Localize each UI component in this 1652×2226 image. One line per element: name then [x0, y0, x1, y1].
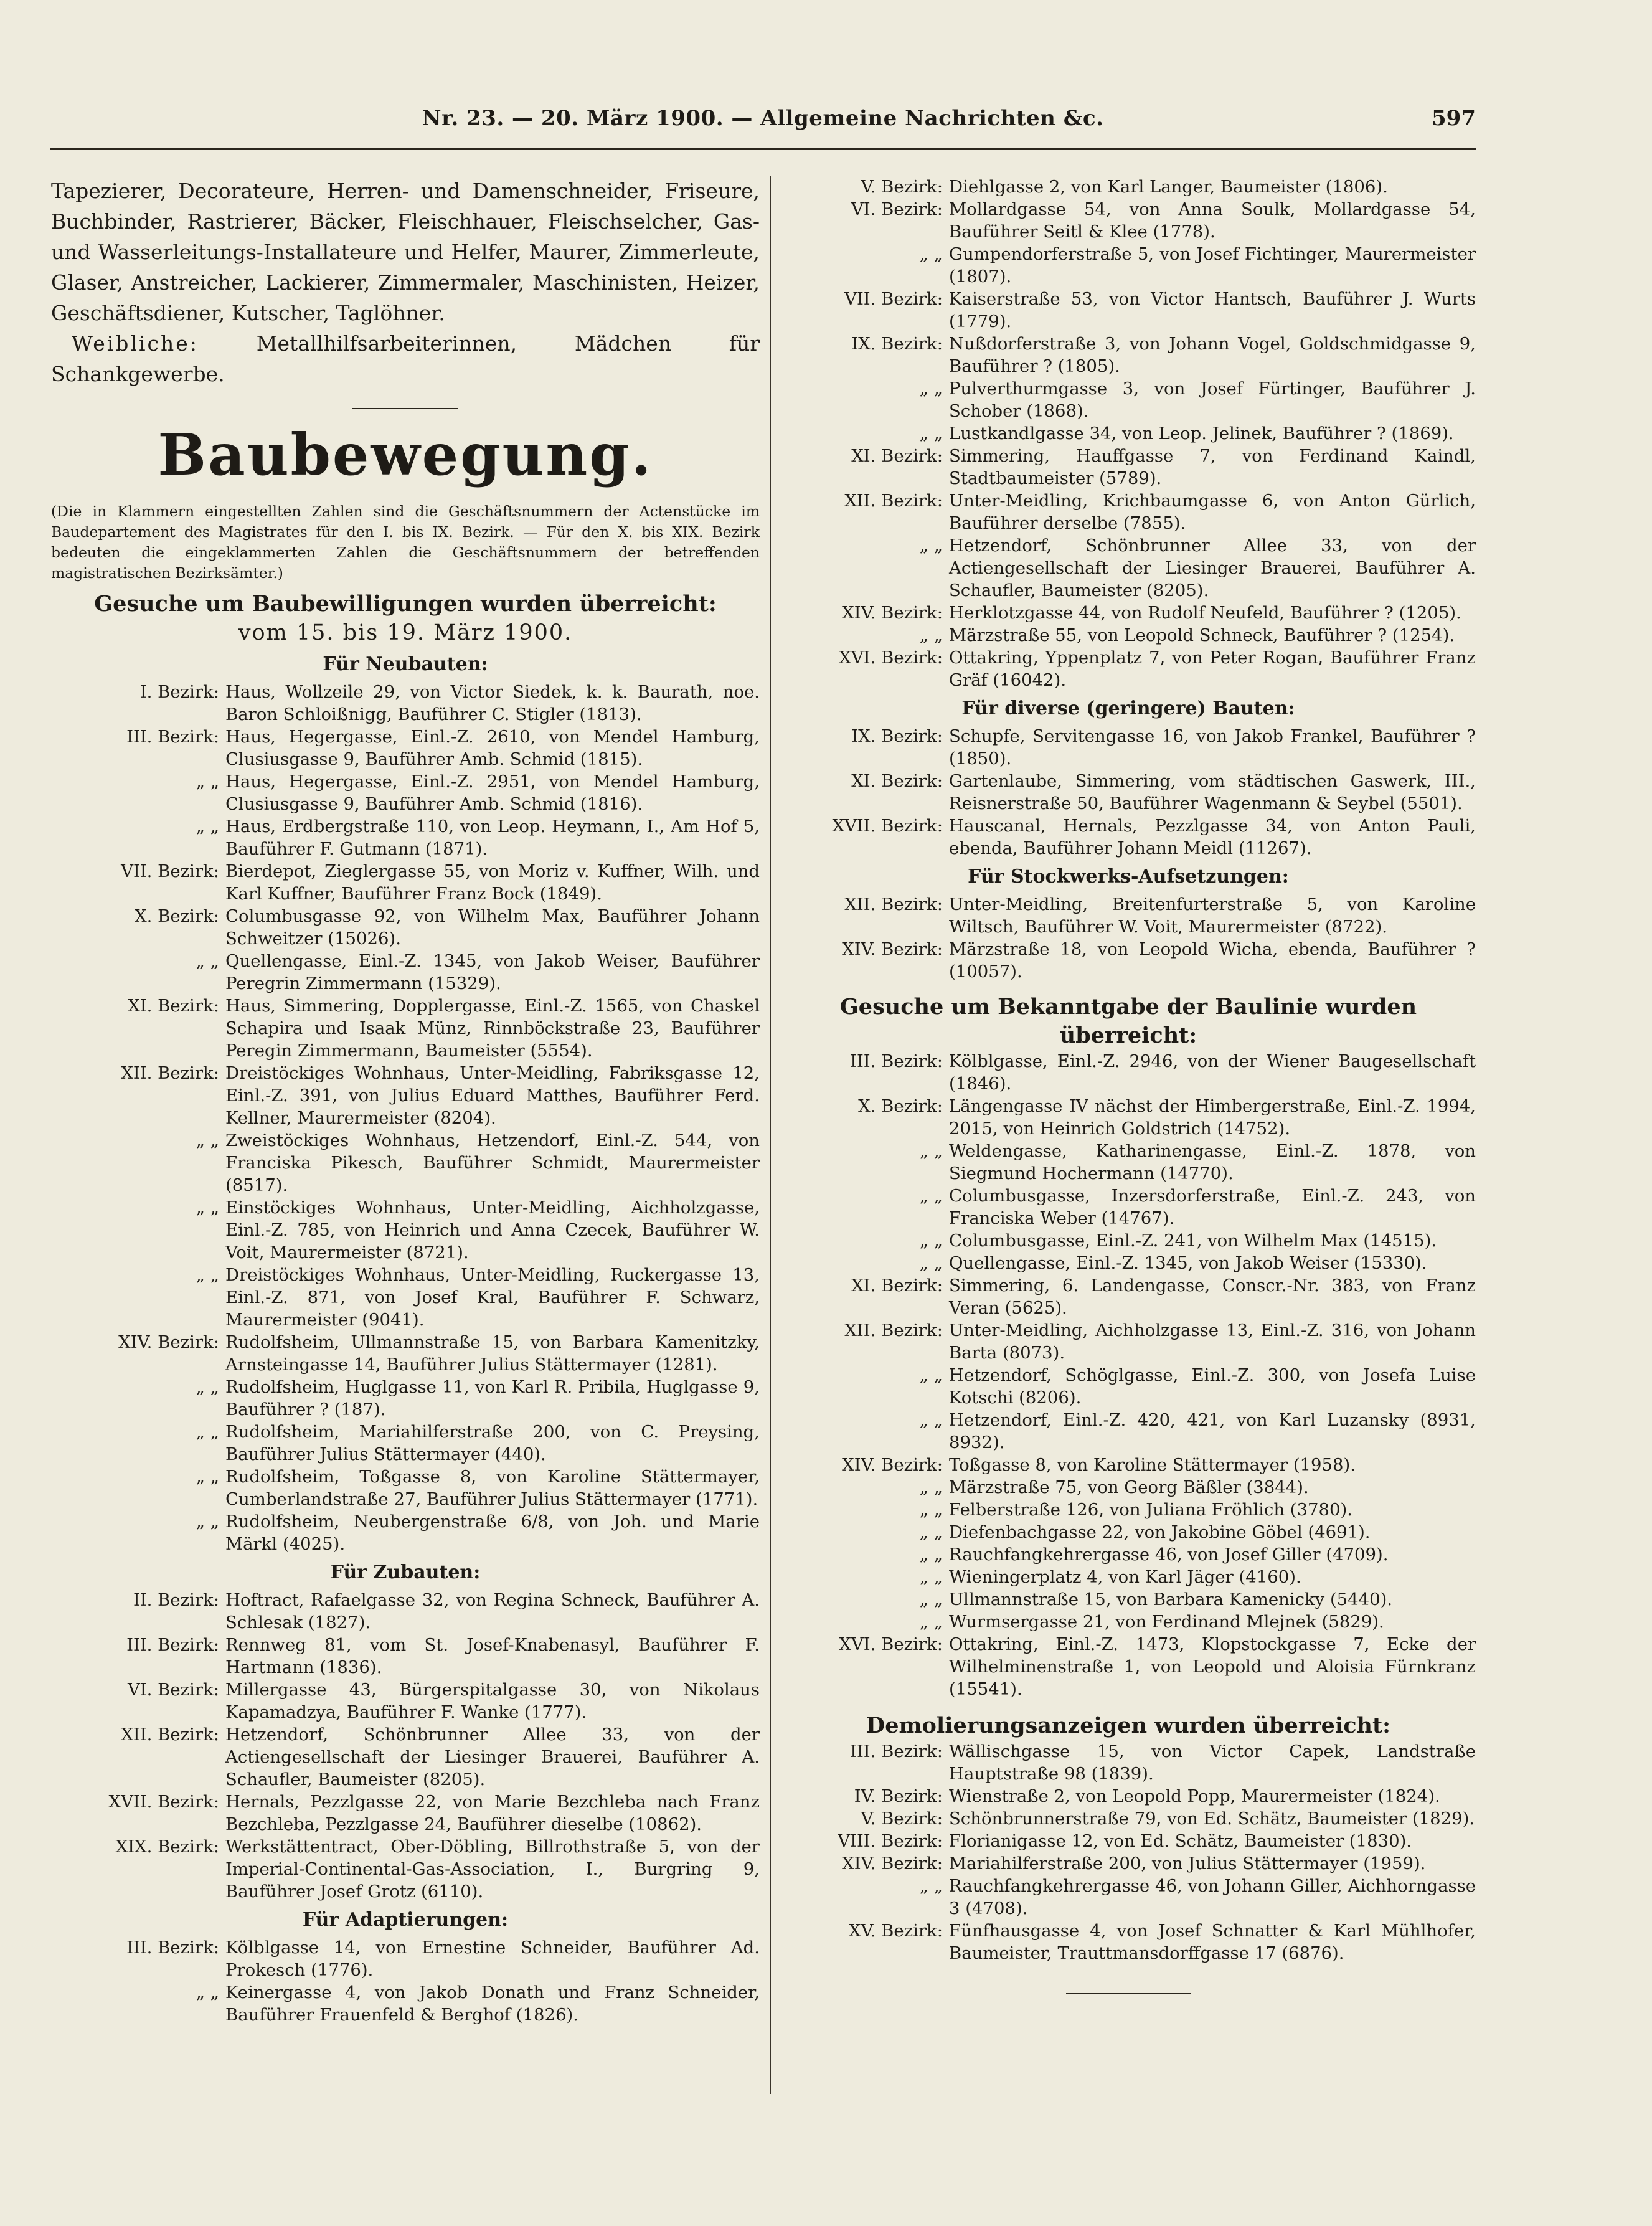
district-label: „ „ [196, 1512, 219, 1532]
list-entry [781, 1740, 1476, 1785]
entry-text: Kaiserstraße 53, von Victor Hantsch, Bauführer J. Wurts (1779). [949, 289, 1476, 331]
list-entry [781, 288, 1476, 333]
district-label: XIV. Bezirk: [842, 603, 943, 623]
entry-text: Rennweg 81, vom St. Josef-Knabenasyl, Bauführer F. Hartmann (1836). [225, 1635, 760, 1677]
entry-text: Quellengasse, Einl.-Z. 1345, von Jakob Weiser, Bauführer Peregrin Zimmermann (15329). [225, 951, 760, 993]
entry-text: Hoftract, Rafaelgasse 32, von Regina Schneck, Bauführer A. Schlesak (1827). [225, 1590, 760, 1632]
list-entry [51, 726, 760, 770]
running-header: Nr. 23. — 20. März 1900. — Allgemeine Nachrichten &c. [422, 106, 1104, 131]
district-label: „ „ [919, 1253, 943, 1273]
list-entry [781, 1566, 1476, 1588]
page-header [50, 106, 1476, 143]
district-label: „ „ [919, 1410, 943, 1430]
list-entry [781, 1611, 1476, 1633]
entry-text: Fünfhausgasse 4, von Josef Schnatter & Karl Mühlhofer, Baumeister, Trauttmansdorffgasse 17 (6876). [949, 1921, 1476, 1963]
list-entry [781, 770, 1476, 815]
list-entry [51, 1936, 760, 1981]
entry-text: Weldengasse, Katharinengasse, Einl.-Z. 1878, von Siegmund Hochermann (14770). [949, 1141, 1476, 1183]
district-label: I. Bezirk: [139, 682, 219, 702]
district-label: XI. Bezirk: [128, 996, 219, 1016]
district-label: III. Bezirk: [126, 1938, 219, 1958]
list-entry [51, 1679, 760, 1723]
district-label: XI. Bezirk: [851, 771, 943, 791]
list-entry [781, 1875, 1476, 1920]
district-label: III. Bezirk: [126, 1635, 219, 1655]
district-label: „ „ [196, 1198, 219, 1218]
district-label: „ „ [919, 1231, 943, 1251]
entry-text: Columbusgasse, Inzersdorferstraße, Einl.-Z. 243, von Franciska Weber (14767). [949, 1186, 1476, 1228]
list-entry [781, 624, 1476, 646]
intro-text [51, 176, 760, 389]
entry-text: Diefenbachgasse 22, von Jakobine Göbel (4691). [949, 1522, 1371, 1542]
entry-text: Ottakring, Yppenplatz 7, von Peter Rogan, Bauführer Franz Gräf (16042). [949, 648, 1476, 690]
district-label: „ „ [196, 1467, 219, 1487]
list-entry [781, 893, 1476, 938]
district-label: „ „ [919, 1522, 943, 1542]
list-entry [51, 770, 760, 815]
district-label: IV. Bezirk: [854, 1786, 943, 1806]
page-number: 597 [1432, 106, 1476, 131]
district-label: IX. Bezirk: [851, 726, 943, 746]
entry-text: Dreistöckiges Wohnhaus, Unter-Meidling, Ruckergasse 13, Einl.-Z. 871, von Josef Kral, Bauführer F. Schwarz, Maurermeister (9041). [225, 1265, 760, 1330]
entry-text: Rudolfsheim, Mariahilferstraße 200, von C. Preysing, Bauführer Julius Stättermayer (440). [225, 1422, 760, 1464]
explanatory-note: (Die in Klammern eingestellten Zahlen sind die Geschäftsnummern der Actenstücke im Baudepartement des Magistrates für den I. bis IX. Bezirk. — Für den X. bis XIX. Bezirk bedeuten die eingeklammerten Zahlen die Geschäftsnummern der betreffenden magistratischen Bezirksämter.) [51, 503, 760, 582]
entry-text: Längengasse IV nächst der Himbergerstraße, Einl.-Z. 1994, 2015, von Heinrich Goldstrich (14752). [949, 1096, 1476, 1139]
list-entry [781, 938, 1476, 983]
weibliche-paragraph [51, 328, 760, 389]
district-label: XII. Bezirk: [844, 894, 943, 914]
entry-text: Zweistöckiges Wohnhaus, Hetzendorf, Einl.-Z. 544, von Franciska Pikesch, Bauführer Schmidt, Maurermeister (8517). [225, 1130, 760, 1195]
entry-text: Bierdepot, Zieglergasse 55, von Moriz v. Kuffner, Wilh. und Karl Kuffner, Bauführer Franz Bock (1849). [225, 861, 760, 904]
district-label: XV. Bezirk: [849, 1921, 943, 1941]
district-label: „ „ [919, 536, 943, 556]
entry-text: Dreistöckiges Wohnhaus, Unter-Meidling, Fabriksgasse 12, Einl.-Z. 391, von Julius Eduard Matthes, Bauführer Ferd. Kellner, Maurermeister (8204). [225, 1063, 760, 1128]
list-entry [51, 1634, 760, 1679]
list-entry [781, 1785, 1476, 1807]
district-label: „ „ [196, 772, 219, 792]
list-entry [781, 1252, 1476, 1274]
list-entry [51, 1723, 760, 1791]
list-entry [51, 905, 760, 950]
list-entry [51, 1791, 760, 1835]
district-label: „ „ [919, 1186, 943, 1206]
entry-text: Kölblgasse 14, von Ernestine Schneider, Bauführer Ad. Prokesch (1776). [225, 1938, 760, 1980]
list-entry [51, 1421, 760, 1466]
district-label: III. Bezirk: [850, 1051, 943, 1071]
entry-text: Hetzendorf, Schönbrunner Allee 33, von der Actiengesellschaft der Liesinger Brauerei, Bauführer A. Schaufler, Baumeister (8205). [949, 536, 1476, 600]
district-label: XVII. Bezirk: [108, 1792, 219, 1812]
entry-text: Einstöckiges Wohnhaus, Unter-Meidling, Aichholzgasse, Einl.-Z. 785, von Heinrich und Anna Czecek, Bauführer W. Voit, Maurermeister (8721). [225, 1198, 760, 1262]
entry-text: Florianigasse 12, von Ed. Schätz, Baumeister (1830). [949, 1831, 1412, 1851]
list-entry [51, 1466, 760, 1510]
district-label: XIV. Bezirk: [118, 1332, 219, 1352]
entry-text: Unter-Meidling, Breitenfurterstraße 5, von Karoline Wiltsch, Bauführer W. Voit, Maurermeister (8722). [949, 894, 1476, 937]
list-entry [781, 1476, 1476, 1499]
district-label: XIV. Bezirk: [842, 1455, 943, 1475]
list-entry [781, 1409, 1476, 1454]
list-entry [51, 1196, 760, 1264]
district-label: XIX. Bezirk: [115, 1837, 219, 1857]
list-entry [781, 1633, 1476, 1700]
entry-text: Diehlgasse 2, von Karl Langer, Baumeister (1806). [949, 177, 1388, 197]
group-heading: Für Neubauten: [323, 653, 488, 675]
entry-text: Haus, Hegergasse, Einl.-Z. 2951, von Mendel Hamburg, Clusiusgasse 9, Bauführer Amb. Schmid (1816). [225, 772, 760, 814]
entry-text: Haus, Hegergasse, Einl.-Z. 2610, von Mendel Hamburg, Clusiusgasse 9, Bauführer Amb. Schmid (1815). [225, 727, 760, 769]
district-label: „ „ [196, 951, 219, 971]
entry-text: Märzstraße 18, von Leopold Wicha, ebenda, Bauführer ? (10057). [949, 939, 1476, 982]
entry-text: Gumpendorferstraße 5, von Josef Fichtinger, Maurermeister (1807). [949, 244, 1476, 287]
entry-text: Rauchfangkehrergasse 46, von Josef Giller (4709). [949, 1545, 1389, 1565]
district-label: „ „ [919, 1612, 943, 1632]
list-entry [781, 333, 1476, 377]
district-label: VII. Bezirk: [121, 861, 219, 881]
list-entry [781, 422, 1476, 445]
section-heading-baubewilligungen: Gesuche um Baubewilligungen wurden überreicht: [94, 591, 717, 617]
list-entry [781, 1050, 1476, 1095]
list-entry [781, 1364, 1476, 1409]
list-entry [781, 1229, 1476, 1252]
entry-text: Rudolfsheim, Ullmannstraße 15, von Barbara Kamenitzky, Arnsteingasse 14, Bauführer Julius Stättermayer (1281). [225, 1332, 760, 1375]
entry-text: Ullmannstraße 15, von Barbara Kamenicky (5440). [949, 1589, 1393, 1609]
list-entry [781, 445, 1476, 490]
district-label: X. Bezirk: [135, 906, 219, 926]
district-label: XIV. Bezirk: [842, 1854, 943, 1873]
entry-text: Schupfe, Servitengasse 16, von Jakob Frankel, Bauführer ? (1850). [949, 726, 1476, 769]
district-label: „ „ [919, 1545, 943, 1565]
article-title: Baubewegung. [158, 421, 653, 488]
district-label: „ „ [196, 1422, 219, 1442]
entry-text: Millergasse 43, Bürgerspitalgasse 30, von Nikolaus Kapamadzya, Bauführer F. Wanke (1777). [225, 1680, 760, 1722]
district-label: V. Bezirk: [861, 1809, 943, 1829]
entry-text: Rauchfangkehrergasse 46, von Johann Giller, Aichhorngasse 3 (4708). [949, 1876, 1476, 1918]
entry-text: Märzstraße 75, von Georg Bäßler (3844). [949, 1477, 1309, 1497]
entry-text: Wieningerplatz 4, von Karl Jäger (4160). [949, 1567, 1301, 1587]
entry-text: Haus, Wollzeile 29, von Victor Siedek, k. k. Baurath, noe. Baron Schloißnigg, Bauführer C. Stigler (1813). [225, 682, 760, 724]
district-label: „ „ [919, 244, 943, 264]
list-entry [781, 1499, 1476, 1521]
district-label: VI. Bezirk: [851, 199, 943, 219]
list-entry [781, 243, 1476, 288]
entry-text: Quellengasse, Einl.-Z. 1345, von Jakob Weiser (15330). [949, 1253, 1427, 1273]
list-entry [781, 1920, 1476, 1964]
right-column [781, 176, 1476, 1994]
left-column [51, 176, 760, 2026]
list-entry [51, 1264, 760, 1331]
trades-paragraph: Tapezierer, Decorateure, Herren- und Damenschneider, Friseure, Buchbinder, Rastrierer, Bäcker, Fleischhauer, Fleischselcher, Gas- und Wasserleitungs-Installateure und Helfer, Maurer, Zimmerleute, Glaser, Anstreicher, Lackierer, Zimmermaler, Maschinisten, Heizer, Geschäftsdiener, Kutscher, Taglöhner. [51, 179, 760, 325]
weibliche-text: Metallhilfsarbeiterinnen, Mädchen für Schankgewerbe. [51, 331, 760, 386]
district-label: XI. Bezirk: [851, 446, 943, 466]
list-entry [781, 534, 1476, 602]
district-label: XII. Bezirk: [844, 491, 943, 511]
entry-text: Keinergasse 4, von Jakob Donath und Franz Schneider, Bauführer Frauenfeld & Berghof (1826). [225, 1982, 760, 2025]
entry-text: Märzstraße 55, von Leopold Schneck, Bauführer ? (1254). [949, 625, 1455, 645]
demolierung-list [781, 1740, 1476, 1964]
list-entry [51, 1589, 760, 1634]
list-entry [781, 1588, 1476, 1611]
group-heading: Für Zubauten: [330, 1561, 481, 1583]
entry-text: Wällischgasse 15, von Victor Capek, Landstraße Hauptstraße 98 (1839). [949, 1741, 1476, 1784]
district-label: „ „ [196, 1265, 219, 1285]
district-label: XVI. Bezirk: [839, 1634, 943, 1654]
district-label: „ „ [919, 1500, 943, 1520]
list-entry [781, 1274, 1476, 1319]
entry-text: Ottakring, Einl.-Z. 1473, Klopstockgasse 7, Ecke der Wilhelminenstraße 1, von Leopold und Aloisia Fürnkranz (15541). [949, 1634, 1476, 1699]
district-label: XII. Bezirk: [844, 1320, 943, 1340]
district-label: XII. Bezirk: [121, 1063, 219, 1083]
district-label: X. Bezirk: [858, 1096, 943, 1116]
list-entry [781, 725, 1476, 770]
entry-text: Lustkandlgasse 34, von Leop. Jelinek, Bauführer ? (1869). [949, 424, 1454, 443]
baulinie-list [781, 1050, 1476, 1700]
entry-text: Werkstättentract, Ober-Döbling, Billrothstraße 5, von der Imperial-Continental-Gas-Association, I., Burgring 9, Bauführer Josef Grotz (6110). [225, 1837, 760, 1902]
list-entry [51, 1510, 760, 1555]
list-entry [781, 1140, 1476, 1185]
district-label: „ „ [919, 625, 943, 645]
list-entry [781, 1830, 1476, 1852]
weibliche-label: Weibliche: [72, 331, 199, 356]
list-entry [51, 1376, 760, 1421]
end-rule [1066, 1993, 1191, 1994]
district-label: V. Bezirk: [861, 177, 943, 197]
group-heading: Für Stockwerks-Aufsetzungen: [968, 866, 1289, 888]
district-label: VI. Bezirk: [127, 1680, 219, 1700]
entry-text: Haus, Simmering, Dopplergasse, Einl.-Z. 1565, von Chaskel Schapira und Isaak Münz, Rinnböckstraße 23, Bauführer Peregin Zimmermann, Baumeister (5554). [225, 996, 760, 1061]
entry-text: Haus, Erdbergstraße 110, von Leop. Heymann, I., Am Hof 5, Bauführer F. Gutmann (1871). [225, 817, 760, 859]
left-groups [51, 651, 760, 2026]
list-entry [781, 1807, 1476, 1830]
list-entry [51, 815, 760, 860]
district-label: „ „ [196, 817, 219, 836]
entry-text: Rudolfsheim, Toßgasse 8, von Karoline Stättermayer, Cumberlandstraße 27, Bauführer Julius Stättermayer (1771). [225, 1467, 760, 1509]
section-rule [352, 408, 458, 409]
district-label: XVI. Bezirk: [839, 648, 943, 668]
list-entry [781, 602, 1476, 624]
entry-text: Columbusgasse 92, von Wilhelm Max, Bauführer Johann Schweitzer (15026). [225, 906, 760, 949]
entry-text: Gartenlaube, Simmering, vom städtischen Gaswerk, III., Reisnerstraße 50, Bauführer Wagenmann & Seybel (5501). [949, 771, 1476, 813]
district-label: „ „ [919, 1365, 943, 1385]
section-heading-demolierung: Demolierungsanzeigen wurden überreicht: [866, 1713, 1391, 1738]
entry-text: Felberstraße 126, von Juliana Fröhlich (3780). [949, 1500, 1352, 1520]
entry-text: Hetzendorf, Einl.-Z. 420, 421, von Karl Luzansky (8931, 8932). [949, 1410, 1476, 1452]
entry-text: Simmering, Hauffgasse 7, von Ferdinand Kaindl, Stadtbaumeister (5789). [949, 446, 1476, 488]
entry-text: Pulverthurmgasse 3, von Josef Fürtinger, Bauführer J. Schober (1868). [949, 379, 1476, 421]
entry-text: Unter-Meidling, Aichholzgasse 13, Einl.-Z. 316, von Johann Barta (8073). [949, 1320, 1476, 1363]
right-top-entries [781, 176, 1476, 691]
entry-text: Schönbrunnerstraße 79, von Ed. Schätz, Baumeister (1829). [949, 1809, 1475, 1829]
group-heading: Für Adaptierungen: [302, 1909, 509, 1931]
district-label: „ „ [919, 1141, 943, 1161]
district-label: XVII. Bezirk: [832, 816, 943, 836]
list-entry [781, 377, 1476, 422]
list-entry [781, 1185, 1476, 1229]
district-label: II. Bezirk: [133, 1590, 219, 1610]
entry-text: Hernals, Pezzlgasse 22, von Marie Bezchleba nach Franz Bezchleba, Pezzlgasse 24, Bauführer dieselbe (10862). [225, 1792, 760, 1834]
list-entry [781, 1521, 1476, 1543]
list-entry [781, 1852, 1476, 1875]
section-heading-baulinie: Gesuche um Bekanntgabe der Baulinie wurden überreicht: [839, 994, 1417, 1048]
entry-text: Mollardgasse 54, von Anna Soulk, Mollardgasse 54, Bauführer Seitl & Klee (1778). [949, 199, 1476, 242]
district-label: XIV. Bezirk: [842, 939, 943, 959]
district-label: XI. Bezirk: [851, 1276, 943, 1295]
entry-text: Columbusgasse, Einl.-Z. 241, von Wilhelm Max (14515). [949, 1231, 1437, 1251]
date-range: vom 15. bis 19. März 1900. [238, 620, 573, 645]
list-entry [781, 198, 1476, 243]
entry-text: Wienstraße 2, von Leopold Popp, Maurermeister (1824). [949, 1786, 1440, 1806]
entry-text: Kölblgasse, Einl.-Z. 2946, von der Wiener Baugesellschaft (1846). [949, 1051, 1476, 1094]
district-label: „ „ [919, 1567, 943, 1587]
district-label: „ „ [919, 1589, 943, 1609]
header-rule [50, 148, 1476, 150]
list-entry [51, 860, 760, 905]
list-entry [781, 646, 1476, 691]
group-heading: Für diverse (geringere) Bauten: [961, 698, 1295, 719]
list-entry [51, 1062, 760, 1129]
list-entry [781, 1319, 1476, 1364]
district-label: VIII. Bezirk: [838, 1831, 943, 1851]
entry-text: Rudolfsheim, Neubergenstraße 6/8, von Joh. und Marie Märkl (4025). [225, 1512, 760, 1554]
district-label: „ „ [919, 1477, 943, 1497]
list-entry [51, 1331, 760, 1376]
entry-text: Hetzendorf, Schöglgasse, Einl.-Z. 300, von Josefa Luise Kotschi (8206). [949, 1365, 1476, 1408]
list-entry [51, 1835, 760, 1903]
list-entry [51, 1129, 760, 1196]
entry-text: Herklotzgasse 44, von Rudolf Neufeld, Bauführer ? (1205). [949, 603, 1461, 623]
district-label: IX. Bezirk: [851, 334, 943, 354]
list-entry [781, 1454, 1476, 1476]
entry-text: Nußdorferstraße 3, von Johann Vogel, Goldschmidgasse 9, Bauführer ? (1805). [949, 334, 1476, 376]
district-label: VII. Bezirk: [844, 289, 943, 309]
list-entry [781, 1095, 1476, 1140]
district-label: „ „ [196, 1982, 219, 2002]
list-entry [781, 490, 1476, 534]
district-label: III. Bezirk: [126, 727, 219, 747]
list-entry [781, 176, 1476, 198]
entry-text: Wurmsergasse 21, von Ferdinand Mlejnek (5829). [949, 1612, 1384, 1632]
list-entry [781, 1543, 1476, 1566]
list-entry [781, 815, 1476, 860]
entry-text: Rudolfsheim, Huglgasse 11, von Karl R. Pribila, Huglgasse 9, Bauführer ? (187). [225, 1377, 760, 1419]
entry-text: Toßgasse 8, von Karoline Stättermayer (1958). [949, 1455, 1356, 1475]
list-entry [51, 1981, 760, 2026]
entry-text: Unter-Meidling, Krichbaumgasse 6, von Anton Gürlich, Bauführer derselbe (7855). [949, 491, 1476, 533]
list-entry [51, 681, 760, 726]
district-label: „ „ [196, 1130, 219, 1150]
list-entry [51, 995, 760, 1062]
district-label: „ „ [919, 424, 943, 443]
district-label: „ „ [919, 379, 943, 399]
list-entry [51, 950, 760, 995]
entry-text: Mariahilferstraße 200, von Julius Stättermayer (1959). [949, 1854, 1426, 1873]
district-label: XII. Bezirk: [121, 1725, 219, 1745]
right-groups [781, 695, 1476, 983]
district-label: „ „ [196, 1377, 219, 1397]
entry-text: Hetzendorf, Schönbrunner Allee 33, von der Actiengesellschaft der Liesinger Brauerei, Bauführer A. Schaufler, Baumeister (8205). [225, 1725, 760, 1789]
entry-text: Simmering, 6. Landengasse, Conscr.-Nr. 383, von Franz Veran (5625). [949, 1276, 1476, 1318]
district-label: „ „ [919, 1876, 943, 1896]
column-divider [770, 176, 771, 2094]
entry-text: Hauscanal, Hernals, Pezzlgasse 34, von Anton Pauli, ebenda, Bauführer Johann Meidl (11267). [949, 816, 1476, 858]
district-label: III. Bezirk: [850, 1741, 943, 1761]
